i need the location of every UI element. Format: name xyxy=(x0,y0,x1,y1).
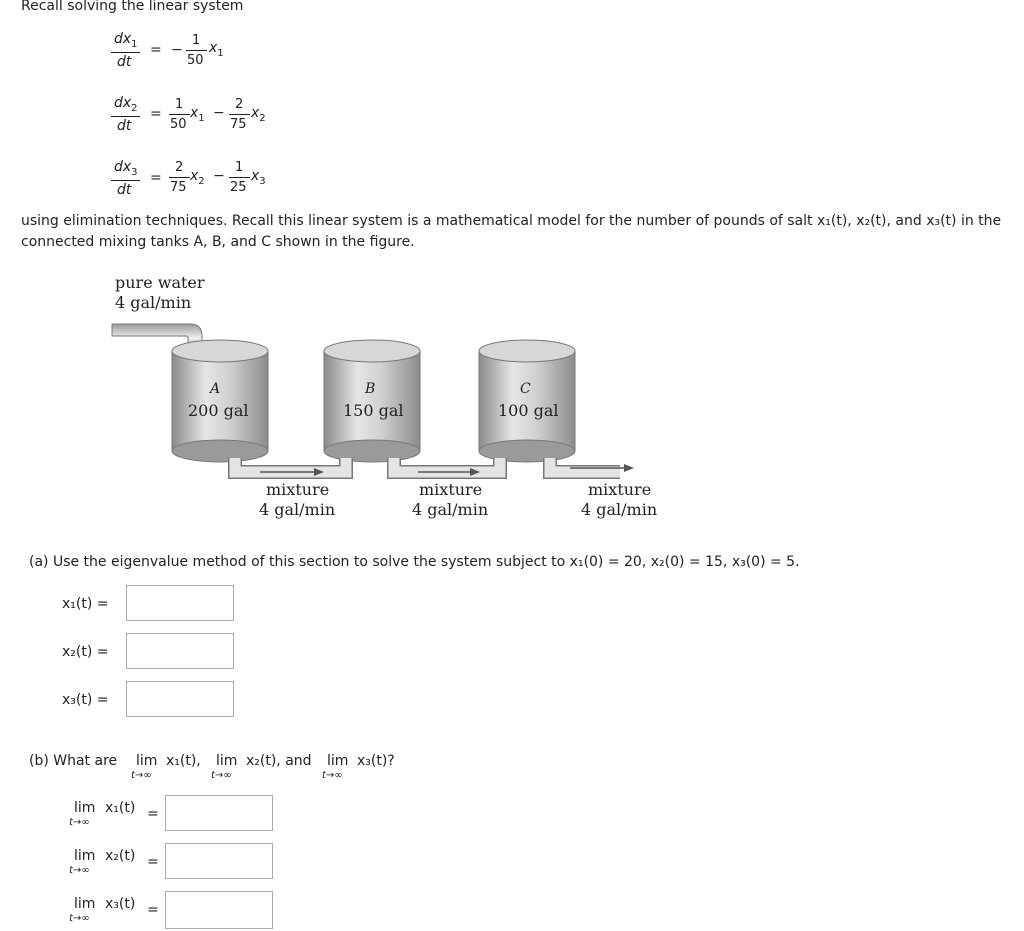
x3-answer-input[interactable] xyxy=(126,681,234,717)
x2-label: x₂(t) = xyxy=(62,644,109,660)
eq3-equals: = xyxy=(150,170,162,186)
flow-bc-rate: 4 gal/min xyxy=(412,500,489,519)
inflow-rate: 4 gal/min xyxy=(115,293,192,312)
tank-c-volume: 100 gal xyxy=(498,401,559,420)
eq3-var1: $x_2$ xyxy=(190,168,205,187)
eq2-num1: 1 xyxy=(175,97,184,112)
description-line-1: using elimination techniques. Recall this linear system is a mathematical model for the number of pounds of salt x₁(t), x₂(t), and x₃(t) in the xyxy=(21,213,1002,229)
flow-ab-rate: 4 gal/min xyxy=(259,500,336,519)
lim-2-term: x₂(t), and xyxy=(246,753,312,769)
limit-x1-answer-input[interactable] xyxy=(165,795,273,831)
eq3-var2: $x_3$ xyxy=(251,168,266,187)
eq3-lhs-num: $dx_3$ xyxy=(114,159,138,178)
eq2-lhs-den: dt xyxy=(117,118,132,134)
eq2-equals: = xyxy=(150,106,162,122)
limit-3-eq: = xyxy=(147,902,159,918)
eq1-lhs-den: dt xyxy=(117,54,132,70)
lim-2-sub: t→∞ xyxy=(211,770,232,781)
eq3-op: − xyxy=(213,168,225,184)
x2-answer-input[interactable] xyxy=(126,633,234,669)
lim-1: lim xyxy=(136,753,158,769)
limit-1-term: x₁(t) xyxy=(105,800,136,816)
eq3-lhs-den: dt xyxy=(117,182,132,198)
flow-ab-label: mixture xyxy=(266,480,330,499)
intro-text: Recall solving the linear system xyxy=(21,0,244,14)
eq3-den2: 25 xyxy=(230,180,247,195)
flow-bc-label: mixture xyxy=(419,480,483,499)
eq2-lhs-num: $dx_2$ xyxy=(114,95,138,114)
eq1-minus: − xyxy=(171,42,183,58)
eq1-var: $x_1$ xyxy=(209,40,224,59)
x3-label: x₃(t) = xyxy=(62,692,109,708)
eq2-var1: $x_1$ xyxy=(190,105,205,124)
eq3-num1: 2 xyxy=(175,160,184,175)
lim-3-term: x₃(t)? xyxy=(357,753,395,769)
inflow-label: pure water xyxy=(115,273,205,292)
limit-3-term: x₃(t) xyxy=(105,896,136,912)
eq1-lhs-num: $dx_1$ xyxy=(114,31,138,50)
pipe-c-outflow xyxy=(550,458,634,472)
x1-answer-input[interactable] xyxy=(126,585,234,621)
description-line-2: connected mixing tanks A, B, and C shown in the figure. xyxy=(21,234,415,250)
tank-b-name: B xyxy=(365,381,376,397)
flow-c-out-label: mixture xyxy=(588,480,652,499)
tank-a-volume: 200 gal xyxy=(188,401,249,420)
pipe-b-to-c xyxy=(394,458,500,476)
eq3-den1: 75 xyxy=(170,180,187,195)
limit-x3-answer-input[interactable] xyxy=(165,891,273,929)
part-a-prompt: (a) Use the eigenvalue method of this section to solve the system subject to x₁(0) = 20, x₂(0) = 15, x₃(0) = 5. xyxy=(29,554,800,570)
eq2-den1: 50 xyxy=(170,117,187,132)
lim-2: lim xyxy=(216,753,238,769)
pipe-a-to-b xyxy=(235,458,346,476)
eq1-equals: = xyxy=(150,42,162,58)
eq1-den: 50 xyxy=(187,53,204,68)
eq2-den2: 75 xyxy=(230,117,247,132)
eq3-num2: 1 xyxy=(235,160,244,175)
tank-a-name: A xyxy=(210,381,221,397)
tank-c-name: C xyxy=(520,381,531,397)
lim-3: lim xyxy=(327,753,349,769)
eq2-var2: $x_2$ xyxy=(251,105,266,124)
eq2-op: − xyxy=(213,105,225,121)
x1-label: x₁(t) = xyxy=(62,596,109,612)
lim-1-sub: t→∞ xyxy=(131,770,152,781)
limit-2-eq: = xyxy=(147,854,159,870)
eq2-num2: 2 xyxy=(235,97,244,112)
mixing-tanks-figure xyxy=(100,268,680,528)
lim-3-sub: t→∞ xyxy=(322,770,343,781)
limit-2-term: x₂(t) xyxy=(105,848,136,864)
lim-1-term: x₁(t), xyxy=(166,753,201,769)
tank-b-volume: 150 gal xyxy=(343,401,404,420)
limit-x2-answer-input[interactable] xyxy=(165,843,273,879)
eq1-num: 1 xyxy=(192,33,201,48)
flow-c-out-rate: 4 gal/min xyxy=(581,500,658,519)
limit-1-eq: = xyxy=(147,806,159,822)
